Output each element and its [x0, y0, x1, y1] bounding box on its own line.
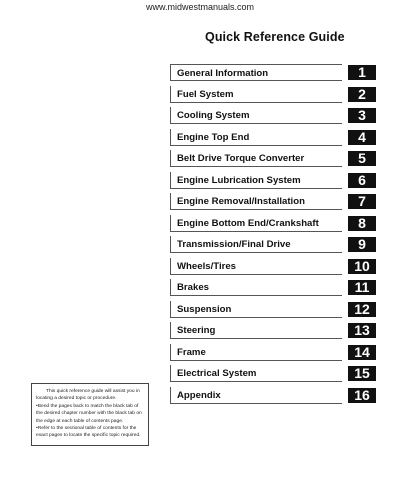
toc-chapter-tab[interactable]: 11	[348, 280, 376, 295]
toc-row[interactable]	[170, 234, 376, 256]
toc-section-label[interactable]: Electrical System	[170, 365, 342, 382]
toc-chapter-tab[interactable]: 4	[348, 130, 376, 145]
usage-note-bullet-refer-contents: •Refer to the sectional table of contents for the exact pages to locate the specific topic required.	[36, 426, 141, 439]
toc-section-label[interactable]: General Information	[170, 64, 342, 81]
toc-row[interactable]	[170, 385, 376, 407]
toc-chapter-tab[interactable]: 9	[348, 237, 376, 252]
toc-section-label[interactable]: Transmission/Final Drive	[170, 236, 342, 253]
toc-chapter-tab[interactable]: 16	[348, 388, 376, 403]
toc-chapter-tab[interactable]: 10	[348, 259, 376, 274]
table-of-contents	[170, 62, 376, 406]
toc-chapter-tab[interactable]: 6	[348, 173, 376, 188]
toc-section-label[interactable]: Appendix	[170, 387, 342, 404]
toc-chapter-tab[interactable]: 2	[348, 87, 376, 102]
toc-row[interactable]	[170, 191, 376, 213]
toc-chapter-tab[interactable]: 1	[348, 65, 376, 80]
toc-section-label[interactable]: Engine Removal/Installation	[170, 193, 342, 210]
toc-section-label[interactable]: Fuel System	[170, 86, 342, 103]
site-url[interactable]: www.midwestmanuals.com	[145, 2, 255, 12]
toc-row[interactable]	[170, 62, 376, 84]
toc-row[interactable]	[170, 105, 376, 127]
toc-row[interactable]	[170, 127, 376, 149]
toc-chapter-tab[interactable]: 5	[348, 151, 376, 166]
toc-section-label[interactable]: Engine Lubrication System	[170, 172, 342, 189]
page-title: Quick Reference Guide	[205, 30, 345, 44]
usage-note	[31, 383, 149, 446]
toc-row[interactable]	[170, 342, 376, 364]
toc-section-label[interactable]: Belt Drive Torque Converter	[170, 150, 342, 167]
toc-section-label[interactable]: Brakes	[170, 279, 342, 296]
toc-row[interactable]	[170, 213, 376, 235]
toc-section-label[interactable]: Engine Top End	[170, 129, 342, 146]
toc-row[interactable]	[170, 170, 376, 192]
toc-chapter-tab[interactable]: 15	[348, 366, 376, 381]
toc-section-label[interactable]: Suspension	[170, 301, 342, 318]
toc-chapter-tab[interactable]: 7	[348, 194, 376, 209]
toc-section-label[interactable]: Wheels/Tires	[170, 258, 342, 275]
toc-row[interactable]	[170, 299, 376, 321]
toc-section-label[interactable]: Engine Bottom End/Crankshaft	[170, 215, 342, 232]
toc-chapter-tab[interactable]: 13	[348, 323, 376, 338]
toc-chapter-tab[interactable]: 3	[348, 108, 376, 123]
toc-row[interactable]	[170, 320, 376, 342]
toc-row[interactable]	[170, 84, 376, 106]
usage-note-bullet-bend-pages: •Bend the pages back to match the black tab of the desired chapter number with the black tab on the edge at each table of contents page.	[36, 403, 142, 424]
toc-chapter-tab[interactable]: 8	[348, 216, 376, 231]
toc-row[interactable]	[170, 256, 376, 278]
toc-section-label[interactable]: Frame	[170, 344, 342, 361]
toc-chapter-tab[interactable]: 12	[348, 302, 376, 317]
toc-row[interactable]	[170, 148, 376, 170]
toc-section-label[interactable]: Steering	[170, 322, 342, 339]
toc-row[interactable]	[170, 277, 376, 299]
toc-section-label[interactable]: Cooling System	[170, 107, 342, 124]
toc-chapter-tab[interactable]: 14	[348, 345, 376, 360]
toc-row[interactable]	[170, 363, 376, 385]
usage-note-intro: This quick reference guide will assist you in locating a desired topic or procedure.	[36, 389, 140, 402]
